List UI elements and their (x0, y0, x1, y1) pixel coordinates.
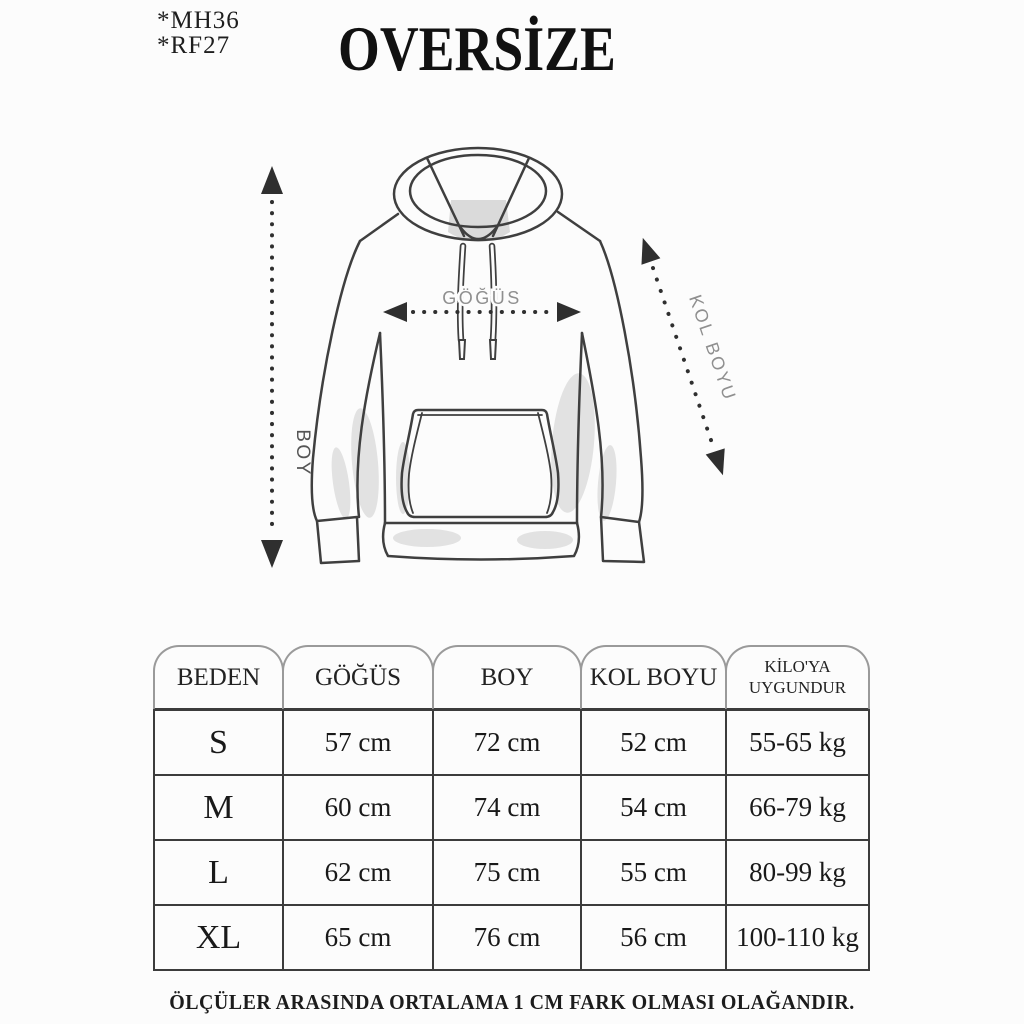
label-gogus: GÖĞÜS (442, 288, 522, 308)
kol-boyu-arrow (633, 235, 740, 479)
cell-sleeve: 55 cm (580, 839, 727, 906)
cell-size: M (153, 774, 284, 841)
cell-chest: 60 cm (282, 774, 434, 841)
table-row-xl (153, 904, 873, 971)
cell-size: L (153, 839, 284, 906)
cell-weight: 66-79 kg (725, 774, 870, 841)
tolerance-note: ÖLÇÜLER ARASINDA ORTALAMA 1 CM FARK OLMASI OLAĞANDIR. (169, 990, 855, 1014)
cell-sleeve: 52 cm (580, 709, 727, 776)
table-row-m (153, 774, 873, 841)
cell-sleeve: 54 cm (580, 774, 727, 841)
col-header-gogus: GÖĞÜS (282, 645, 434, 711)
table-row-s (153, 709, 873, 776)
cell-weight: 55-65 kg (725, 709, 870, 776)
boy-arrow (261, 166, 313, 568)
cell-sleeve: 56 cm (580, 904, 727, 971)
cell-size: XL (153, 904, 284, 971)
page-title: OVERSİZE (338, 13, 616, 84)
cell-chest: 57 cm (282, 709, 434, 776)
table-row-l (153, 839, 873, 906)
label-kol-boyu: KOL BOYU (685, 292, 741, 404)
hoodie-body-outline (312, 212, 644, 563)
cell-height: 74 cm (432, 774, 582, 841)
gogus-arrow (383, 287, 581, 322)
product-code-line-1: *MH36 (157, 7, 240, 34)
col-header-kilo: KİLO'YA UYGUNDUR (725, 645, 870, 711)
size-table (153, 645, 873, 971)
product-code-line-2: *RF27 (157, 32, 231, 59)
cell-chest: 65 cm (282, 904, 434, 971)
hoodie-measurement-diagram (255, 128, 745, 590)
col-header-kol-boyu: KOL BOYU (580, 645, 727, 711)
size-table-header-row (153, 645, 873, 711)
cell-height: 72 cm (432, 709, 582, 776)
kangaroo-pocket (402, 410, 559, 517)
cell-size: S (153, 709, 284, 776)
cell-weight: 100-110 kg (725, 904, 870, 971)
cell-height: 76 cm (432, 904, 582, 971)
col-header-beden: BEDEN (153, 645, 284, 711)
product-codes (157, 8, 240, 58)
hood (394, 148, 562, 242)
cell-height: 75 cm (432, 839, 582, 906)
col-header-boy: BOY (432, 645, 582, 711)
cell-chest: 62 cm (282, 839, 434, 906)
cell-weight: 80-99 kg (725, 839, 870, 906)
label-boy: BOY (292, 429, 313, 477)
